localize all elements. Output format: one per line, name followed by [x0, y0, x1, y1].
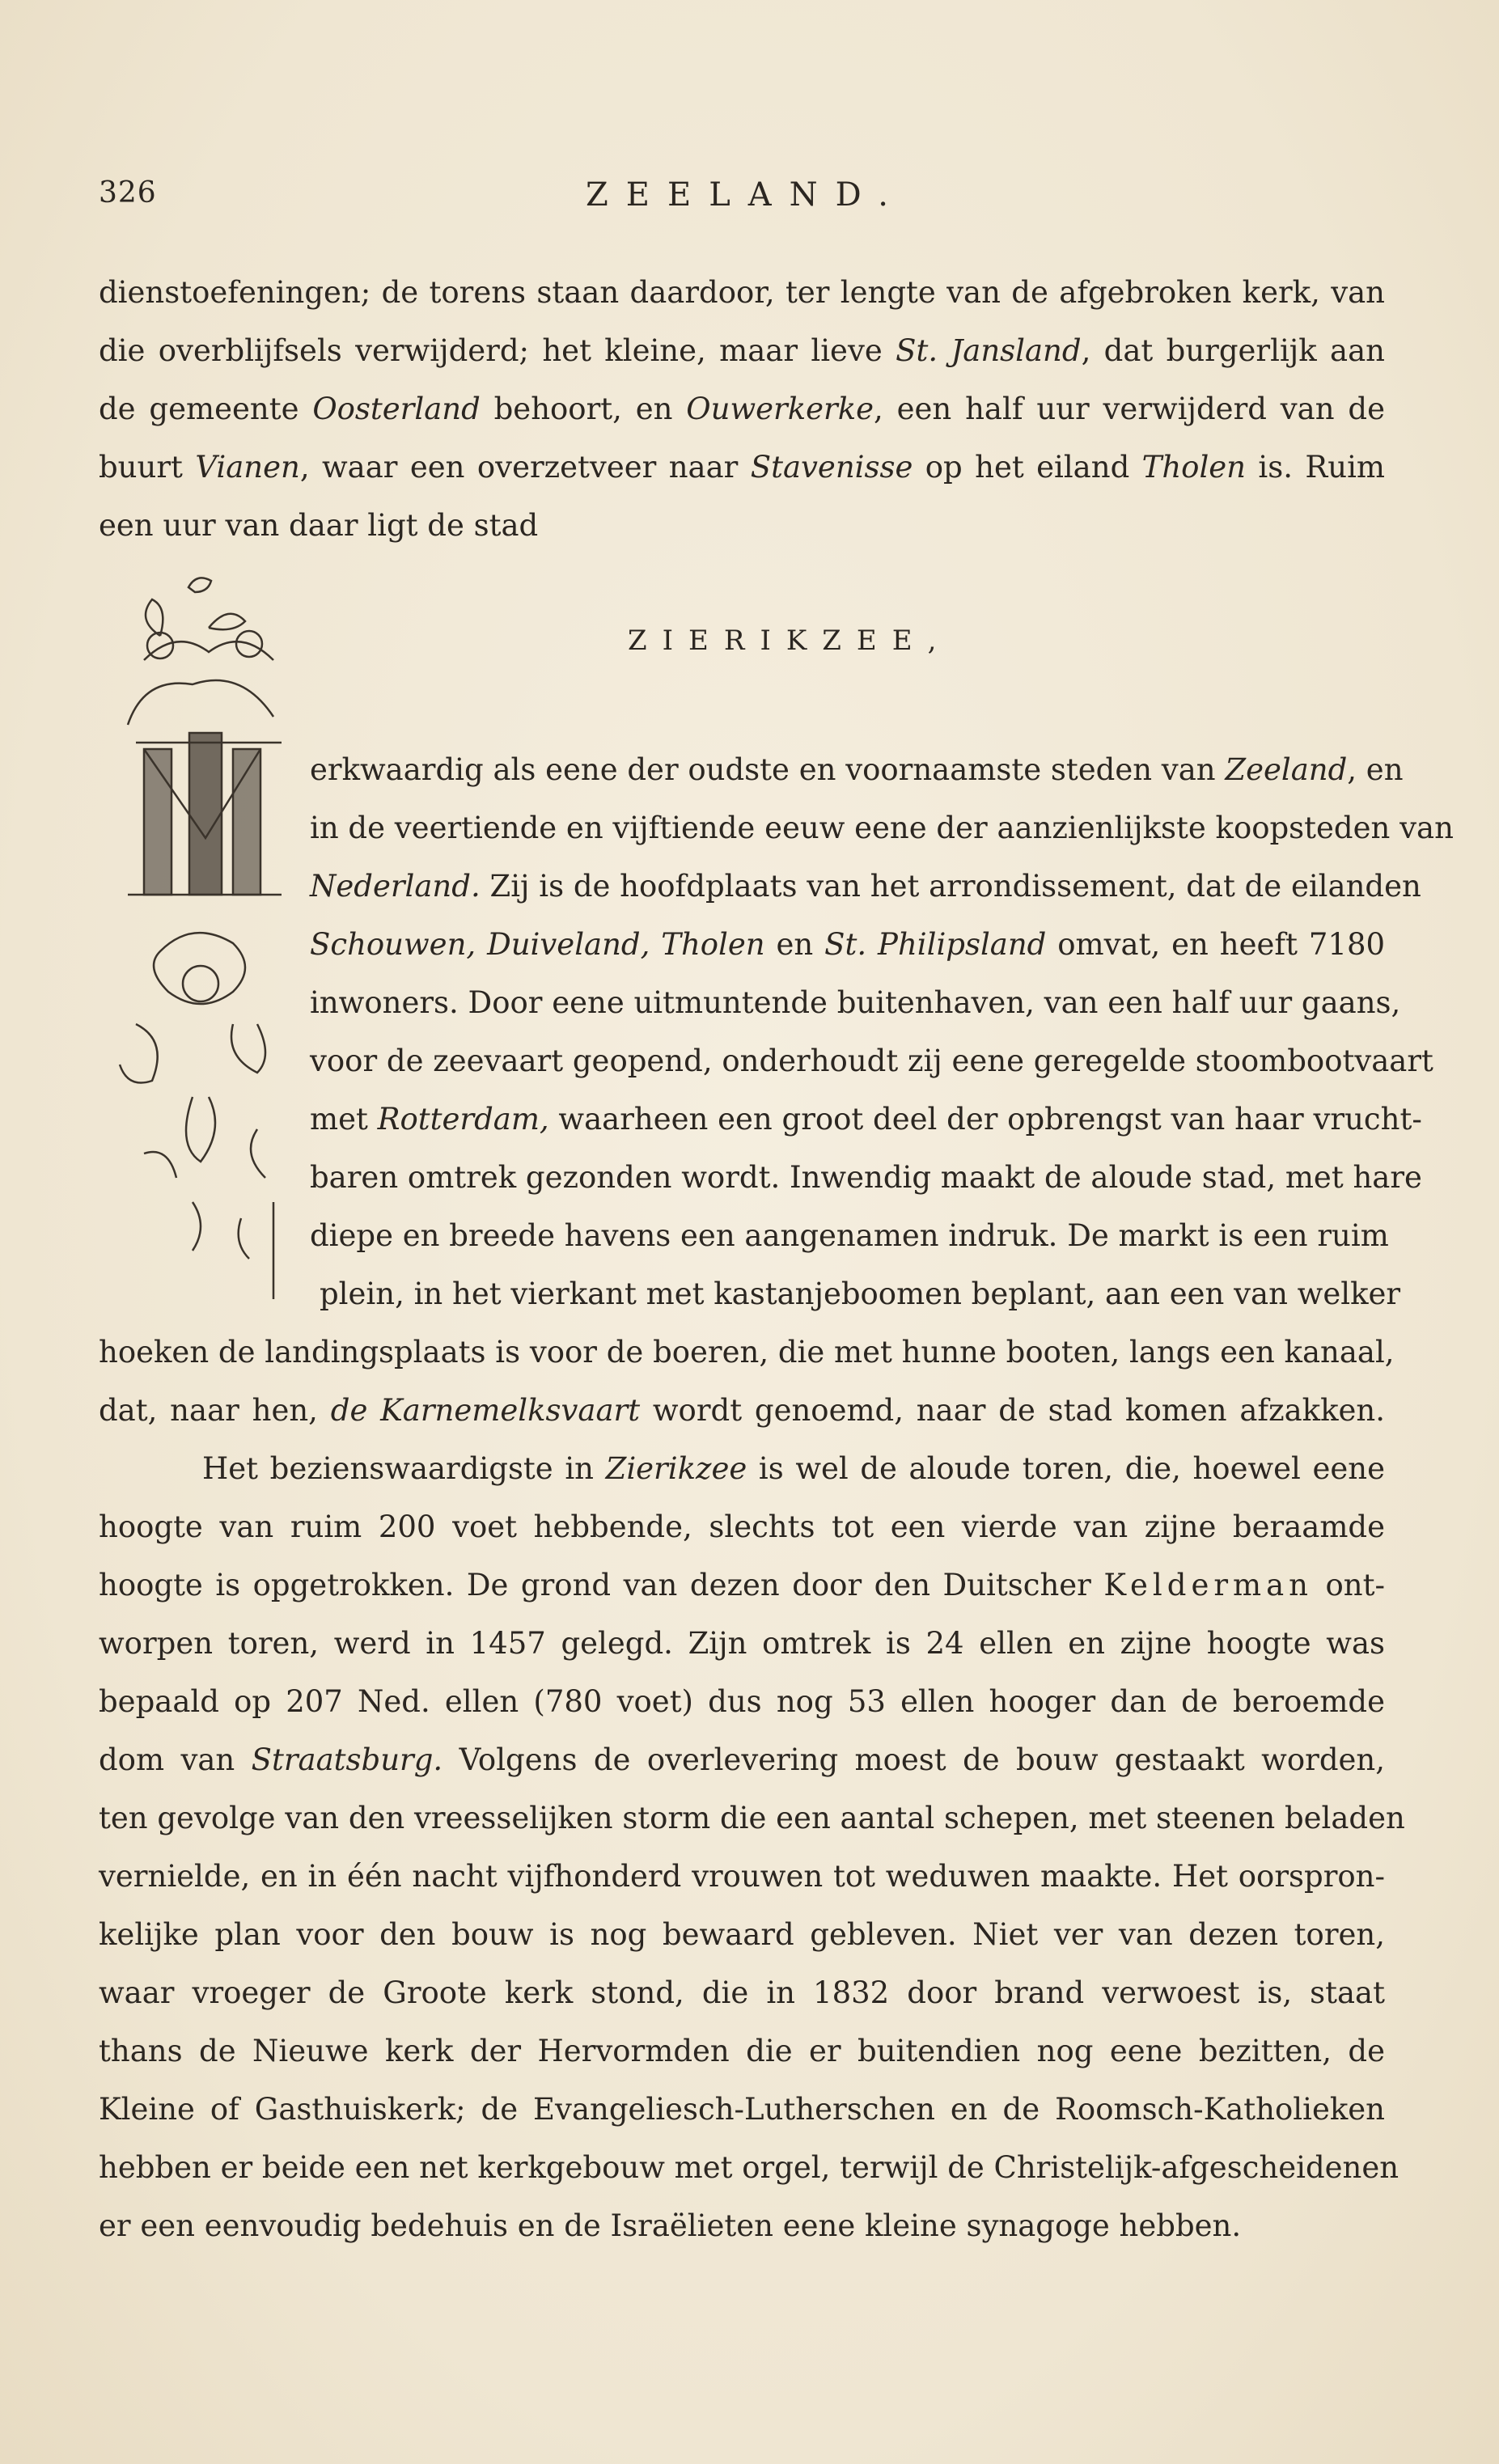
text-line: dienstoefeningen; de torens staan daardoor, ter lengte van de afgebroken kerk, van	[99, 275, 1385, 310]
text-line: Schouwen, Duiveland, Tholen en St. Philipsland omvat, en heeft 7180	[310, 927, 1386, 962]
text-line: met Rotterdam, waarheen een groot deel der opbrengst van haar vrucht-	[310, 1102, 1422, 1137]
text-line: plein, in het vierkant met kastanjeboomen beplant, aan een van welker	[320, 1276, 1401, 1311]
text-line: kelijke plan voor den bouw is nog bewaard gebleven. Niet ver van dezen toren,	[99, 1917, 1385, 1952]
text-line: thans de Nieuwe kerk der Hervormden die er buitendien nog eene bezitten, de	[99, 2034, 1385, 2068]
text-line: de gemeente Oosterland behoort, en Ouwerkerke, een half uur verwijderd van de	[99, 392, 1385, 426]
text-line: inwoners. Door eene uitmuntende buitenhaven, van een half uur gaans,	[310, 985, 1401, 1020]
text-line: dom van Straatsburg. Volgens de overlevering moest de bouw gestaakt worden,	[99, 1742, 1385, 1777]
text-line: Nederland. Zij is de hoofdplaats van het arrondissement, dat de eilanden	[310, 869, 1421, 904]
text-line: ten gevolge van den vreesselijken storm die een aantal schepen, met steenen beladen	[99, 1801, 1405, 1835]
text-line: bepaald op 207 Ned. ellen (780 voet) dus nog 53 ellen hooger dan de beroemde	[99, 1684, 1385, 1719]
text-line: in de veertiende en vijftiende eeuw eene der aanzienlijkste koopsteden van	[310, 811, 1454, 845]
ornamental-initial-icon	[112, 571, 314, 1315]
section-title: ZIERIKZEE,	[628, 624, 952, 657]
text-line: buurt Vianen, waar een overzetveer naar Stavenisse op het eiland Tholen is. Ruim	[99, 450, 1385, 485]
text-line: worpen toren, werd in 1457 gelegd. Zijn omtrek is 24 ellen en zijne hoogte was	[99, 1626, 1385, 1661]
text-line: dat, naar hen, de Karnemelksvaart wordt genoemd, naar de stad komen afzakken.	[99, 1393, 1386, 1428]
text-line: voor de zeevaart geopend, onderhoudt zij eene geregelde stoombootvaart	[310, 1044, 1433, 1078]
page-number: 326	[99, 176, 157, 210]
text-line: Het bezienswaardigste in Zierikzee is wel de aloude toren, die, hoewel eene	[202, 1451, 1385, 1486]
text-line: waar vroeger de Groote kerk stond, die in 1832 door brand verwoest is, staat	[99, 1975, 1385, 2010]
text-line: baren omtrek gezonden wordt. Inwendig maakt de aloude stad, met hare	[310, 1160, 1422, 1195]
text-line: er een eenvoudig bedehuis en de Israëlieten eene kleine synagoge hebben.	[99, 2208, 1242, 2243]
text-line: hoogte is opgetrokken. De grond van dezen door den Duitscher Kelderman ont-	[99, 1568, 1385, 1602]
text-line: vernielde, en in één nacht vijfhonderd vrouwen tot weduwen maakte. Het oorspron-	[99, 1859, 1385, 1894]
running-title: ZEELAND.	[586, 176, 906, 214]
text-line: een uur van daar ligt de stad	[99, 508, 539, 543]
page-header	[0, 176, 1499, 217]
text-line: erkwaardig als eene der oudste en voornaamste steden van Zeeland, en	[310, 752, 1404, 787]
text-line: diepe en breede havens een aangenamen indruk. De markt is een ruim	[310, 1218, 1389, 1253]
text-line: die overblijfsels verwijderd; het kleine, maar lieve St. Jansland, dat burgerlijk aan	[99, 333, 1385, 368]
text-line: hebben er beide een net kerkgebouw met orgel, terwijl de Christelijk-afgescheidenen	[99, 2150, 1399, 2185]
text-line: Kleine of Gasthuiskerk; de Evangeliesch-Lutherschen en de Roomsch-Katholieken	[99, 2092, 1385, 2127]
text-line: hoogte van ruim 200 voet hebbende, slechts tot een vierde van zijne beraamde	[99, 1509, 1385, 1544]
text-line: hoeken de landingsplaats is voor de boeren, die met hunne booten, langs een kanaal,	[99, 1335, 1395, 1370]
